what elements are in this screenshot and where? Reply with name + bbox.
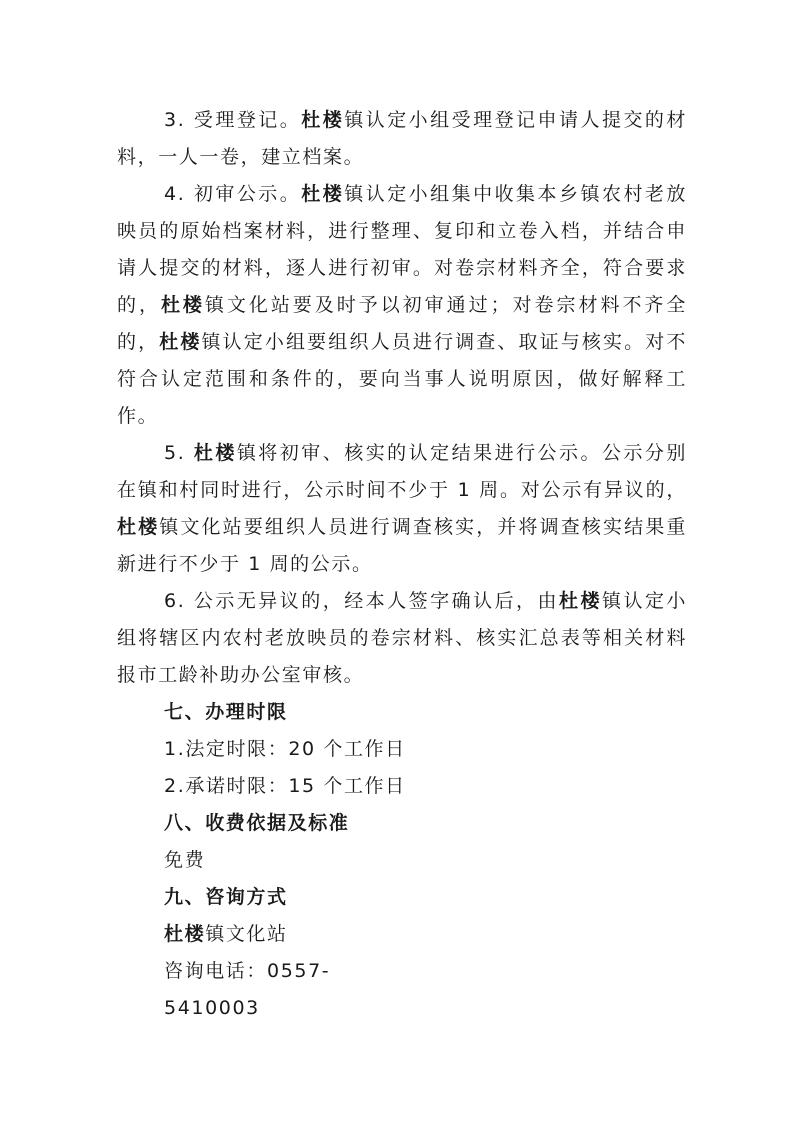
step-3-number: 3. — [164, 109, 194, 131]
step-3-title: 受理登记。 — [193, 109, 302, 131]
town-name: 杜楼 — [301, 109, 345, 131]
step-5-number: 5. — [164, 442, 194, 464]
fee-value: 免费 — [164, 849, 206, 871]
phone-label: 咨询电话： — [164, 960, 268, 982]
step-6-text-2: 镇认定小组将辖区内农村老放映员的卷宗材料、核实汇总表等相关材料报市工龄补助办公室审核。 — [117, 590, 688, 686]
section-7-heading: 七、办理时限 — [164, 701, 288, 723]
contact-org-suffix: 镇文化站 — [205, 923, 288, 945]
town-name: 杜楼 — [193, 442, 237, 464]
step-4-text-3: 镇认定小组要组织人员进行调查、取证与核实。对不符合认定范围和条件的，要向当事人说明原因，做好解释工作。 — [117, 331, 687, 427]
legal-time-limit: 1.法定时限：20 个工作日 — [164, 738, 406, 760]
section-8-heading: 八、收费依据及标准 — [164, 812, 350, 834]
step-4-title: 初审公示。 — [193, 183, 302, 205]
step-6-number: 6. — [164, 590, 194, 612]
town-name: 杜楼 — [164, 923, 206, 945]
phone-number-part-2: 5410003 — [164, 997, 260, 1019]
section-9-heading: 九、咨询方式 — [164, 886, 288, 908]
step-5-text-2: 镇文化站要组织人员进行调查核实，并将调查核实结果重新进行不少于 1 周的公示。 — [117, 516, 687, 575]
contact-phone-line — [117, 953, 687, 990]
step-6-text-1: 公示无异议的，经本人签字确认后，由 — [193, 590, 560, 612]
step-4-number: 4. — [164, 183, 194, 205]
document-body — [117, 102, 687, 1027]
town-name: 杜楼 — [160, 294, 205, 316]
step-4-text-1: 镇认定小组集中收集本乡镇农村老放映员的原始档案材料，进行整理、复印和立卷入档，并结合申请人提交的材料，逐人进行初审。对卷宗材料齐全，符合要求的， — [117, 183, 688, 316]
step-6-paragraph — [117, 583, 687, 694]
town-name: 杜楼 — [559, 590, 602, 612]
contact-phone-line-2 — [117, 990, 687, 1027]
step-4-paragraph — [117, 176, 687, 435]
promised-time-limit: 2.承诺时限：15 个工作日 — [164, 775, 406, 797]
step-3-text: 镇认定小组受理登记申请人提交的材料，一人一卷，建立档案。 — [117, 109, 688, 168]
contact-org — [117, 916, 687, 953]
phone-number-part-1: 0557- — [267, 960, 331, 982]
town-name: 杜楼 — [117, 516, 160, 538]
step-4-text-2: 镇文化站要及时予以初审通过；对卷宗材料不齐全的， — [117, 294, 687, 353]
step-5-text-1: 镇将初审、核实的认定结果进行公示。公示分别在镇和村同时进行，公示时间不少于 1 周。对公示有异议的， — [117, 442, 688, 501]
step-3-paragraph — [117, 102, 687, 176]
town-name: 杜楼 — [159, 331, 202, 353]
step-5-paragraph — [117, 435, 687, 583]
town-name: 杜楼 — [301, 183, 345, 205]
